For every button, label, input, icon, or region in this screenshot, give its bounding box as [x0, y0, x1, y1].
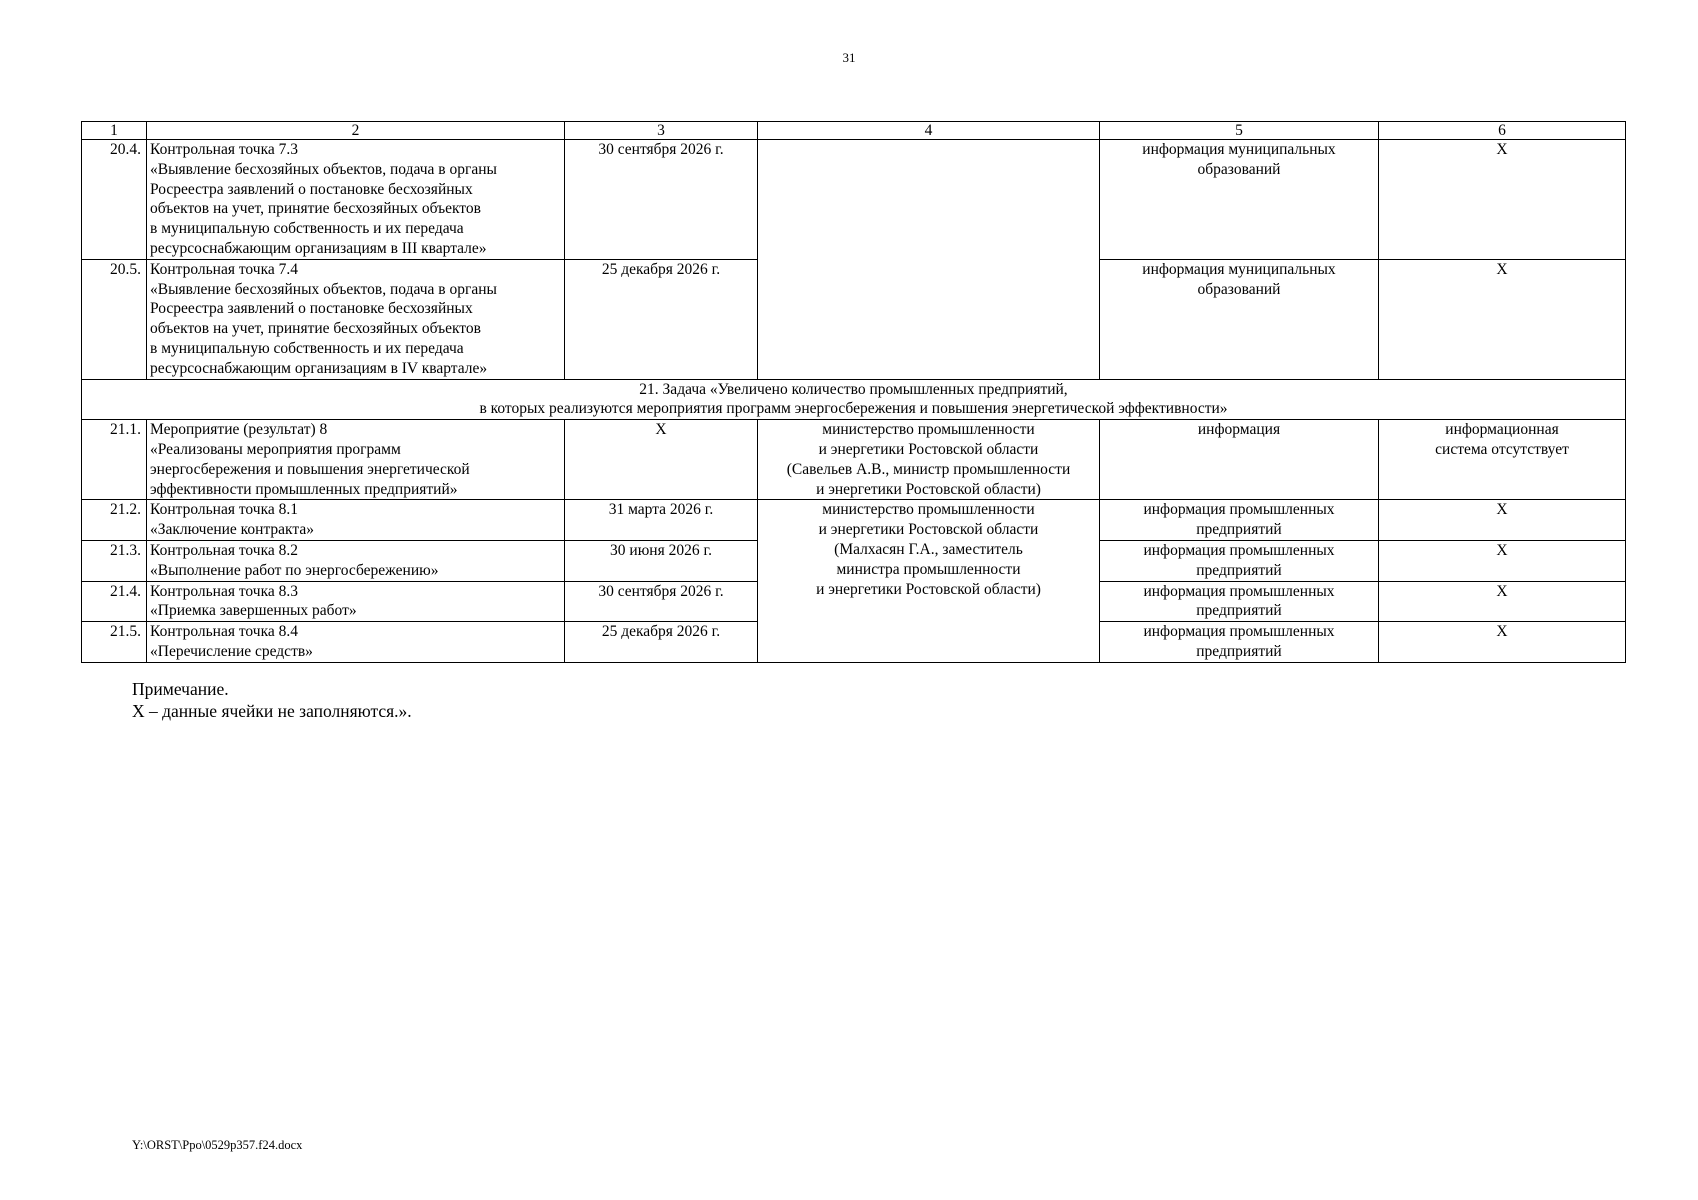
row-source: информация [1100, 420, 1379, 500]
row-col6: X [1379, 622, 1626, 663]
note-title: Примечание. [132, 679, 229, 699]
footer-file-path: Y:\ORST\Ppo\0529p357.f24.docx [132, 1138, 303, 1152]
row-source: информация муниципальных образований [1100, 140, 1379, 260]
row-source: информация муниципальных образований [1100, 259, 1379, 379]
row-source: информация промышленных предприятий [1100, 500, 1379, 541]
row-date: 25 декабря 2026 г. [565, 259, 758, 379]
row-source: информация промышленных предприятий [1100, 622, 1379, 663]
row-description: Контрольная точка 7.3 «Выявление бесхозяйных объектов, подача в органы Росреестра заявлений о постановке бесхозяйных объектов на учет, принятие бесхозяйных объектов в муниципальную собственность и их передача ресурсоснабжающим организациям в III квартале» [147, 140, 565, 260]
row-number: 20.4. [82, 140, 147, 260]
table-row [82, 420, 1626, 500]
row-description: Контрольная точка 8.2 «Выполнение работ по энергосбережению» [147, 540, 565, 581]
header-col-5: 5 [1100, 122, 1379, 140]
row-source: информация промышленных предприятий [1100, 540, 1379, 581]
note-text: X – данные ячейки не заполняются.». [132, 701, 412, 721]
row-col6: X [1379, 500, 1626, 541]
table-row [82, 140, 1626, 260]
row-number: 21.5. [82, 622, 147, 663]
row-col6: X [1379, 259, 1626, 379]
row-col6: X [1379, 540, 1626, 581]
header-col-4: 4 [758, 122, 1100, 140]
row-number: 21.3. [82, 540, 147, 581]
header-col-3: 3 [565, 122, 758, 140]
task-heading: 21. Задача «Увеличено количество промышленных предприятий, в которых реализуются мероприятия программ энергосбережения и повышения энергетической эффективности» [82, 379, 1626, 420]
row-responsible: министерство промышленности и энергетики Ростовской области (Малхасян Г.А., заместитель министра промышленности и энергетики Ростовской области) [758, 500, 1100, 662]
row-responsible: министерство промышленности и энергетики Ростовской области (Савельев А.В., министр промышленности и энергетики Ростовской области) [758, 420, 1100, 500]
row-number: 21.4. [82, 581, 147, 622]
row-col6: информационная система отсутствует [1379, 420, 1626, 500]
row-col6: X [1379, 581, 1626, 622]
row-number: 20.5. [82, 259, 147, 379]
row-description: Контрольная точка 8.1 «Заключение контракта» [147, 500, 565, 541]
header-col-2: 2 [147, 122, 565, 140]
row-description: Мероприятие (результат) 8 «Реализованы мероприятия программ энергосбережения и повышения энергетической эффективности промышленных предприятий» [147, 420, 565, 500]
row-date: 30 сентября 2026 г. [565, 140, 758, 260]
row-description: Контрольная точка 8.3 «Приемка завершенных работ» [147, 581, 565, 622]
header-row [82, 122, 1626, 140]
row-description: Контрольная точка 7.4 «Выявление бесхозяйных объектов, подача в органы Росреестра заявлений о постановке бесхозяйных объектов на учет, принятие бесхозяйных объектов в муниципальную собственность и их передача ресурсоснабжающим организациям в IV квартале» [147, 259, 565, 379]
row-description: Контрольная точка 8.4 «Перечисление средств» [147, 622, 565, 663]
header-col-1: 1 [82, 122, 147, 140]
plan-table [81, 121, 1626, 663]
row-col6: X [1379, 140, 1626, 260]
row-date: 31 марта 2026 г. [565, 500, 758, 541]
row-date: X [565, 420, 758, 500]
header-col-6: 6 [1379, 122, 1626, 140]
row-number: 21.2. [82, 500, 147, 541]
note-block [132, 678, 412, 722]
row-date: 30 июня 2026 г. [565, 540, 758, 581]
row-number: 21.1. [82, 420, 147, 500]
page-number: 31 [842, 50, 856, 65]
row-date: 25 декабря 2026 г. [565, 622, 758, 663]
row-source: информация промышленных предприятий [1100, 581, 1379, 622]
row-responsible-empty [758, 140, 1100, 380]
table-row [82, 500, 1626, 541]
row-date: 30 сентября 2026 г. [565, 581, 758, 622]
task-heading-row [82, 379, 1626, 420]
